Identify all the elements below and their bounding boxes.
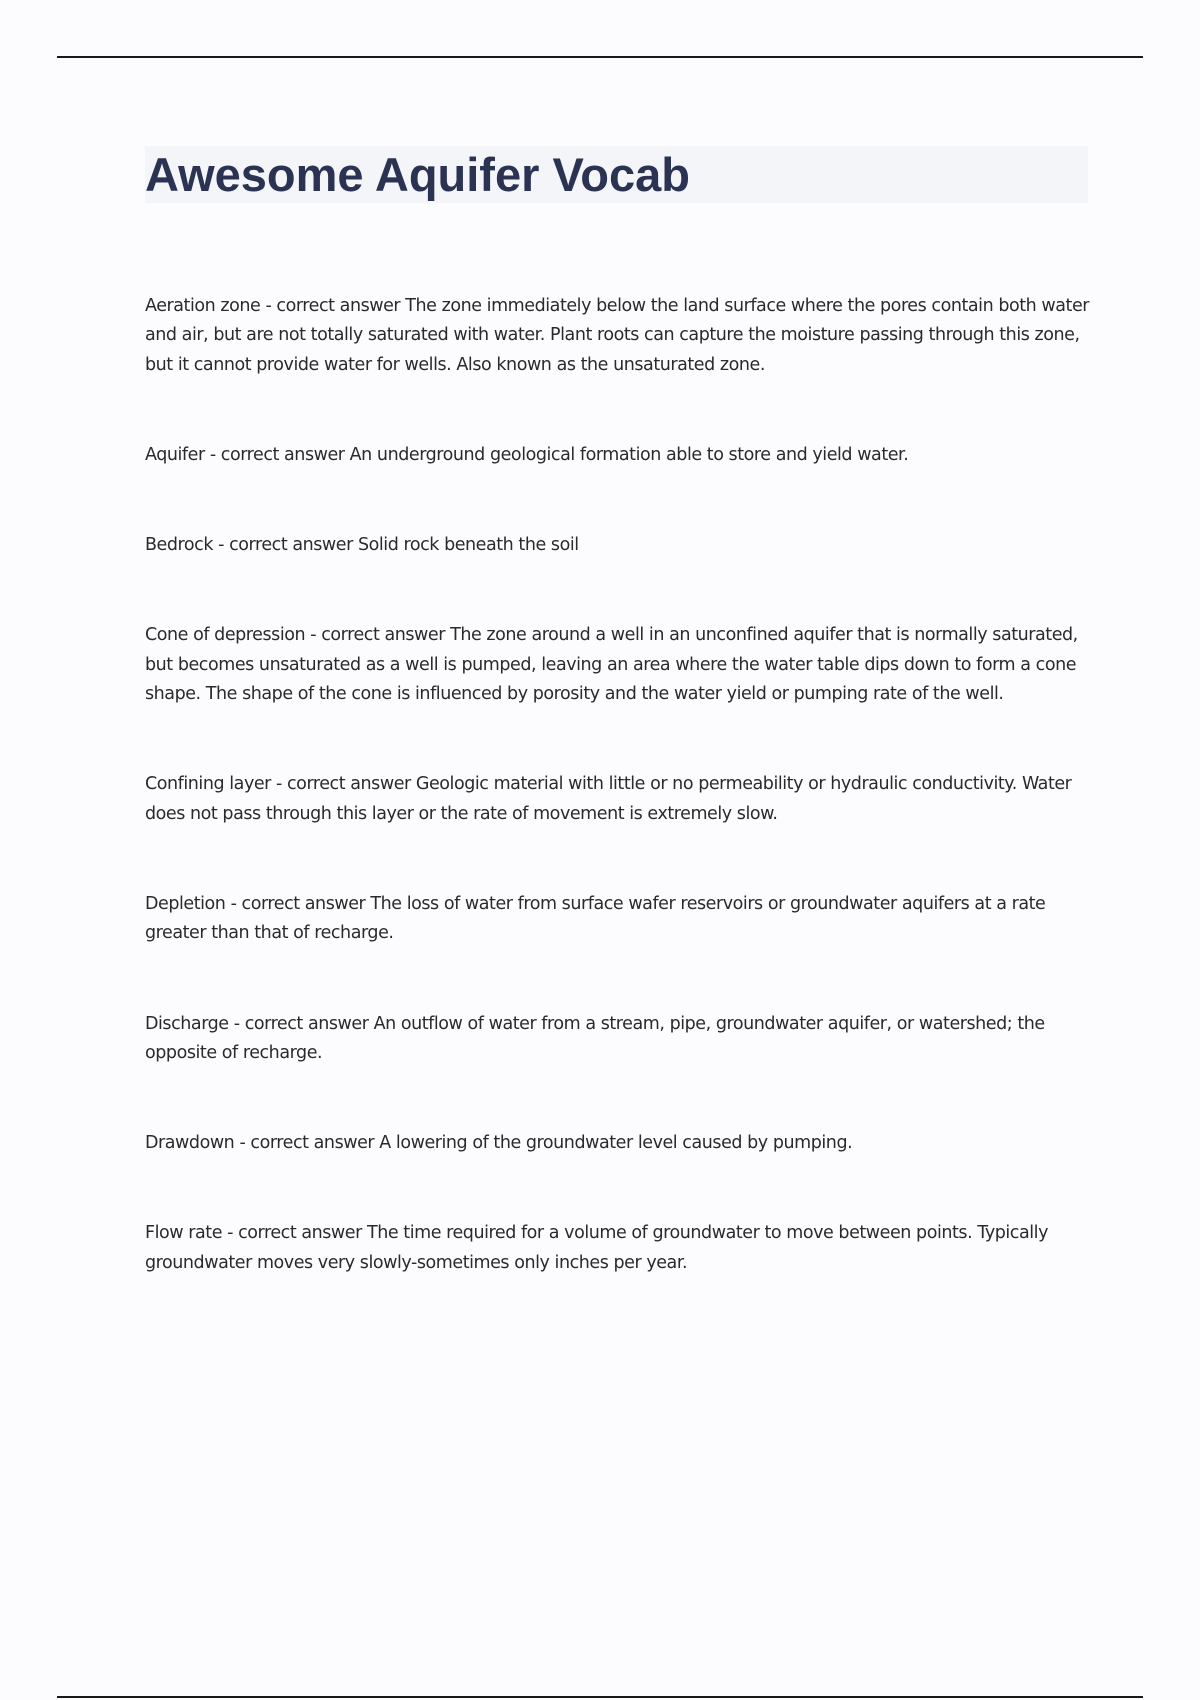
entry-term: Depletion xyxy=(145,893,226,914)
entry-term: Flow rate xyxy=(145,1223,223,1244)
entry-term: Aquifer xyxy=(145,444,205,465)
bottom-rule xyxy=(57,1696,1143,1698)
entry-separator: - correct answer xyxy=(260,296,406,316)
entry-separator: - correct answer xyxy=(213,535,358,556)
entry-definition: A lowering of the groundwater level caused by pumping. xyxy=(379,1133,853,1154)
entry-term: Aeration zone xyxy=(145,296,261,316)
entry-definition: The time required for a volume of groundwater to move between points. Typically groundwater moves very slowly-sometimes only inches per year. xyxy=(145,1223,1048,1273)
entry-separator: - correct answer xyxy=(225,893,371,914)
entry-definition: An underground geological formation able to store and yield water. xyxy=(349,444,909,465)
entry-separator: - correct answer xyxy=(228,1013,374,1034)
vocab-entry-aquifer xyxy=(145,441,1095,470)
entry-definition: An outflow of water from a stream, pipe, groundwater aquifer, or watershed; the opposite of recharge. xyxy=(145,1013,1045,1063)
vocab-entry-drawdown xyxy=(145,1129,1095,1158)
entry-definition: Geologic material with little or no permeability or hydraulic conductivity. Water does not pass through this layer or the rate of movement is extremely slow. xyxy=(145,774,1072,824)
entry-separator: - correct answer xyxy=(270,774,416,795)
vocab-entry-cone-of-depression xyxy=(145,621,1095,709)
vocab-entry-confining-layer xyxy=(145,770,1095,829)
entry-definition: The zone immediately below the land surface where the pores contain both water and air, but are not totally saturated with water. Plant roots can capture the moisture passing through this zone, but it cannot provide water for wells. Also known as the unsaturated zone. xyxy=(145,296,1090,375)
entry-definition: Solid rock beneath the soil xyxy=(357,535,579,556)
vocab-entry-discharge xyxy=(145,1010,1095,1069)
entry-term: Bedrock xyxy=(145,535,214,556)
entry-term: Drawdown xyxy=(145,1133,235,1154)
entry-separator: - correct answer xyxy=(222,1223,367,1244)
entry-separator: - correct answer xyxy=(204,444,350,465)
entry-separator: - correct answer xyxy=(234,1133,380,1154)
entry-term: Cone of depression xyxy=(145,625,306,646)
top-rule xyxy=(57,56,1143,58)
vocab-entry-flow-rate xyxy=(145,1219,1095,1278)
entry-separator: - correct answer xyxy=(305,625,451,646)
vocab-entry-aeration-zone xyxy=(145,292,1095,380)
entry-term: Discharge xyxy=(145,1013,229,1034)
vocab-entry-depletion xyxy=(145,890,1095,949)
entry-term: Confining layer xyxy=(145,774,271,795)
entry-definition: The zone around a well in an unconfined aquifer that is normally saturated, but becomes unsaturated as a well is pumped, leaving an area where the water table dips down to form a cone shape. The shape of the cone is influenced by porosity and the water yield or pumping rate of the well. xyxy=(145,625,1078,705)
vocab-list xyxy=(145,292,1095,1339)
page-title: Awesome Aquifer Vocab xyxy=(145,148,690,201)
vocab-entry-bedrock xyxy=(145,531,1095,560)
entry-definition: The loss of water from surface wafer reservoirs or groundwater aquifers at a rate greater than that of recharge. xyxy=(145,893,1046,944)
